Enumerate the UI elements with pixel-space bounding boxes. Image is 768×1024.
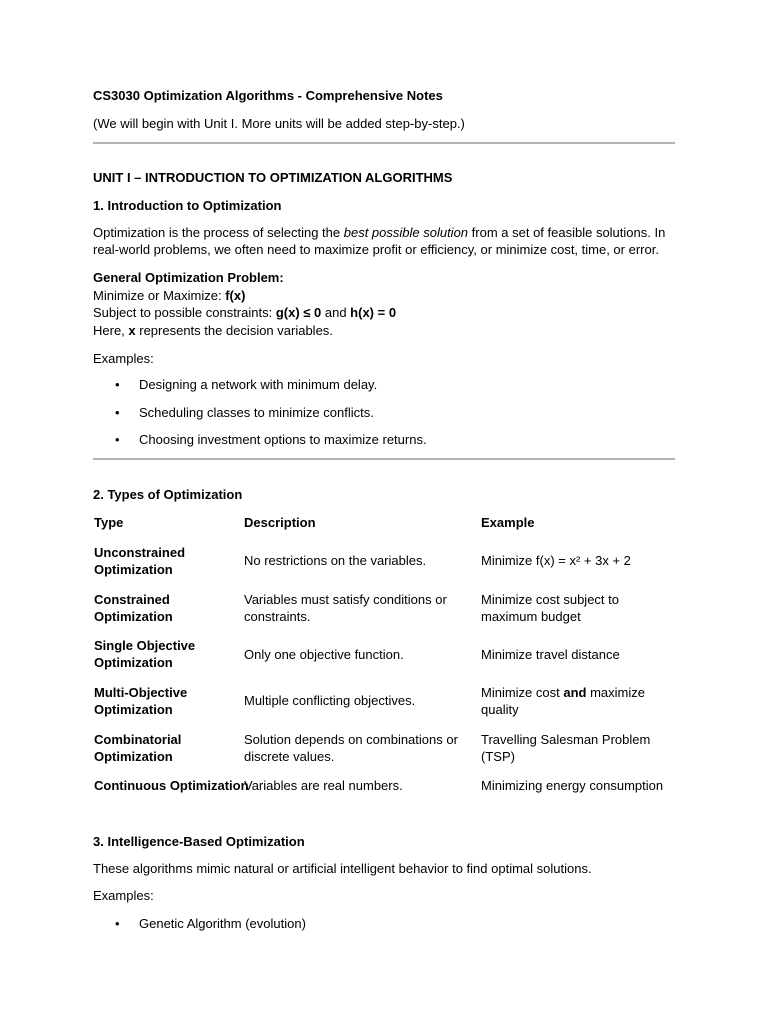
section-heading-2: 2. Types of Optimization xyxy=(93,487,243,502)
type-cell: Continuous Optimization xyxy=(94,778,249,793)
type-cell: Unconstrained Optimization xyxy=(94,545,186,577)
document-title: CS3030 Optimization Algorithms - Comprehensive Notes xyxy=(93,88,443,103)
table-row xyxy=(93,637,675,672)
type-cell: Constrained Optimization xyxy=(94,592,173,624)
table-header-row xyxy=(93,514,675,532)
example-cell: Travelling Salesman Problem (TSP) xyxy=(481,732,651,764)
unit-heading: UNIT I – INTRODUCTION TO OPTIMIZATION ALGORITHMS xyxy=(93,170,453,185)
divider xyxy=(93,142,675,144)
example-cell: Minimize cost subject to maximum budget xyxy=(481,592,619,624)
section-heading-3: 3. Intelligence-Based Optimization xyxy=(93,834,305,849)
description-cell: Variables are real numbers. xyxy=(244,778,403,793)
bullet-icon: • xyxy=(115,432,120,447)
column-header-type: Type xyxy=(94,515,124,530)
section-heading-1: 1. Introduction to Optimization xyxy=(93,198,282,213)
table-row xyxy=(93,777,675,795)
description-cell: Only one objective function. xyxy=(244,647,404,662)
column-header-example: Example xyxy=(481,515,535,530)
description-cell: Multiple conflicting objectives. xyxy=(244,693,416,708)
type-cell: Single Objective Optimization xyxy=(94,638,196,670)
examples-label: Examples: xyxy=(93,351,154,366)
variables-line: Here, x represents the decision variables. xyxy=(93,323,333,338)
objective-line: Minimize or Maximize: f(x) xyxy=(93,288,246,303)
table-row xyxy=(93,544,675,579)
example-cell: Minimizing energy consumption xyxy=(481,778,664,793)
description-cell: Variables must satisfy conditions or constraints. xyxy=(244,592,447,624)
description-cell: No restrictions on the variables. xyxy=(244,553,427,568)
intro-paragraph-line-2: real-world problems, we often need to maximize profit or efficiency, or minimize cost, time, or error. xyxy=(93,242,659,257)
bullet-icon: • xyxy=(115,405,120,420)
table-row xyxy=(93,684,675,719)
type-cell: Combinatorial Optimization xyxy=(94,732,182,764)
table-row xyxy=(93,591,675,626)
example-cell: Minimize travel distance xyxy=(481,647,620,662)
column-header-description: Description xyxy=(244,515,316,530)
bullet-icon: • xyxy=(115,916,120,931)
bullet-icon: • xyxy=(115,377,120,392)
intelligence-paragraph: These algorithms mimic natural or artificial intelligent behavior to find optimal solutions. xyxy=(93,861,592,876)
examples-label: Examples: xyxy=(93,888,154,903)
example-cell: Minimize cost and maximize quality xyxy=(481,685,645,717)
divider xyxy=(93,458,675,460)
constraint-line: Subject to possible constraints: g(x) ≤ 0 and h(x) = 0 xyxy=(93,305,397,320)
document-subtitle: (We will begin with Unit I. More units will be added step-by-step.) xyxy=(93,116,465,131)
type-cell: Multi-Objective Optimization xyxy=(94,685,188,717)
intro-paragraph-line-1: Optimization is the process of selecting the best possible solution from a set of feasible solutions. In xyxy=(93,225,666,240)
example-cell: Minimize f(x) = x² + 3x + 2 xyxy=(481,553,631,568)
general-problem-label: General Optimization Problem: xyxy=(93,270,284,285)
description-cell: Solution depends on combinations or discrete values. xyxy=(244,732,458,764)
emphasis-text: best possible solution xyxy=(343,225,469,240)
table-row xyxy=(93,731,675,766)
document-page: CS3030 Optimization Algorithms - Comprehensive Notes (We will begin with Unit I. More units will be added step-by-step.) UNIT I – INTRODUCTION TO OPTIMIZATION ALGORITHMS 1. Introduction to Optimization Optimization is the process of selecting the best possible solution from a set of feasible solutions. In real-world problems, we often need to maximize profit or efficiency, or minimize cost, time, or error. General Optimization Problem: Minimize or Maximize: f(x) Subject to possible constraints: g(x) ≤ 0 and h(x) = 0 Here, x represents the decision variables. Examples: • Designing a network with minimum delay. • Scheduling classes to minimize conflicts. • Choosing investment options to maximize returns. 2. Types of Optimization Type Description Example Unconstrained Optimization No restrictions on the variables. Minimize f(x) = x² + 3x + 2 Constrained Optimization Variables must satisfy conditions or constraints. Minimize cost subject to maximum budget Single Objective Optimization Only one objective function. Minimize travel distance Multi-Objective Optimization Multiple conflicting objectives. Minimize cost and maximize quality Combinatorial Optimization Solution depends on combinations or discrete values. Travelling Salesman Problem (TSP) Continuous Optimization Variables are real numbers. Minimizing energy consumption 3. Intelligence-Based Optimization These algorithms mimic natural or artificial intelligent behavior to find optimal solutions. Examples: • Genetic Algorithm (evolution) xyxy=(0,0,768,1024)
